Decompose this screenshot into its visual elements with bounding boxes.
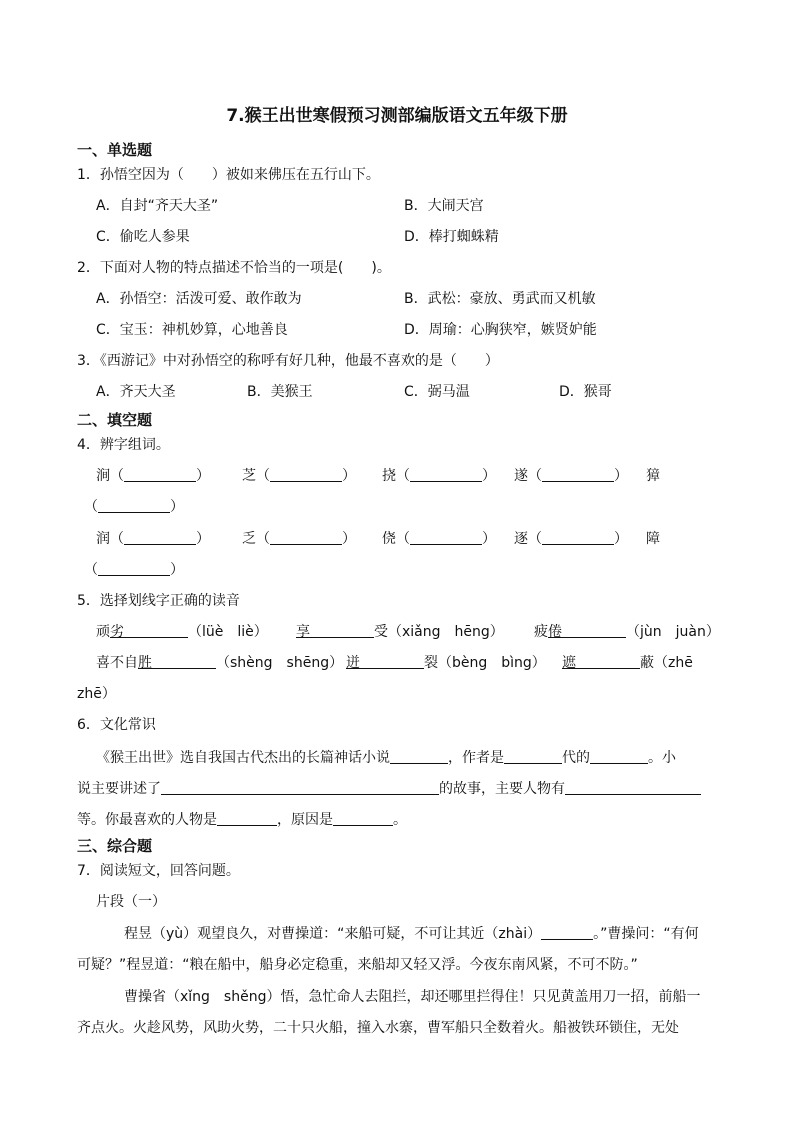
answer-blank[interactable] [124,530,196,545]
question-6-stem: 6．文化常识 [77,717,156,733]
answer-blank[interactable] [333,811,393,826]
q3-option-d: D．猴哥 [559,384,612,400]
underlined-char: 遮 [562,655,576,671]
section-heading-comprehensive: 三、综合题 [77,837,153,855]
answer-blank[interactable] [310,623,374,638]
q4-char: 芝 [242,468,256,484]
answer-blank[interactable] [410,467,482,482]
q5-item: 遮 蔽（zhē [562,655,693,671]
section-heading-fill-blank: 二、填空题 [77,411,153,429]
q4-char: 涧 [96,468,110,484]
passage-line-2: 可疑？”程昱道：“粮在船中，船身必定稳重，来船却又轻又浮。今夜东南风紧，不可不防。” [77,957,638,973]
answer-blank[interactable] [360,654,424,669]
page-title: 7.猴王出世寒假预习测部编版语文五年级下册 [226,106,568,126]
answer-blank[interactable] [390,749,448,764]
answer-blank[interactable] [98,498,170,513]
q4-row1-wrap-blank: （ ） [84,499,184,515]
question-7-stem: 7．阅读短文，回答问题。 [77,863,240,879]
q4-row2-wrap-blank: （ ） [84,562,184,578]
q4-row2-item: 乏（ ） [242,531,356,547]
q5-item: 喜不自胜 （shèng shēng） [96,655,344,671]
underlined-char: 迸 [346,655,360,671]
q4-char-wrap: 障 [646,531,660,547]
answer-blank[interactable] [217,811,277,826]
q5-item: 疲倦 （jùn juàn） [534,624,720,640]
q4-row1-item: 遂（ ） [514,468,628,484]
answer-blank[interactable] [541,925,593,940]
q4-row2-item: 润（ ） [96,531,210,547]
passage-line-3: 曹操省（xǐng shěng）悟，急忙命人去阻拦，却还哪里拦得住！只见黄盖用刀一招，前船一 [124,989,701,1005]
q2-option-b: B．武松：豪放、勇武而又机敏 [404,291,596,307]
answer-blank[interactable] [542,467,614,482]
q2-option-a: A．孙悟空：活泼可爱、敢作敢为 [96,291,302,307]
q1-option-a: A．自封“齐天大圣” [96,198,219,214]
q4-row1-item: 涧（ ） [96,468,210,484]
q4-char: 侥 [382,531,396,547]
q4-row1-item: 芝（ ） [242,468,356,484]
q5-item: 顽劣 （lüè liè） [96,624,268,640]
answer-blank[interactable] [542,530,614,545]
section-heading-single-choice: 一、单选题 [77,141,153,159]
answer-blank[interactable] [562,623,626,638]
q4-char: 逐 [514,531,528,547]
q1-option-d: D．棒打蜘蛛精 [404,229,499,245]
answer-blank[interactable] [152,654,216,669]
answer-blank[interactable] [161,780,439,795]
q3-option-c: C．弼马温 [404,384,470,400]
passage-line-1: 程昱（yù）观望良久，对曹操道：“来船可疑，不可让其近（zhài） 。”曹操问：“有何 [124,926,699,942]
q4-row2-item: 侥（ ） [382,531,496,547]
q4-char: 乏 [242,531,256,547]
q6-line-1: 《猴王出世》选自我国古代杰出的长篇神话小说 ，作者是 代的 。小 [96,750,676,766]
question-5-stem: 5．选择划线字正确的读音 [77,593,240,609]
passage-line-4: 齐点火。火趁风势，风助火势，二十只火船，撞入水寨，曹军船只全数着火。船被铁环锁住，无处 [77,1020,679,1036]
underlined-char: 胜 [138,655,152,671]
q6-line-2: 说主要讲述了 的故事，主要人物有 [77,779,701,799]
answer-blank[interactable] [124,623,188,638]
answer-blank[interactable] [565,780,701,795]
answer-blank[interactable] [410,530,482,545]
answer-blank[interactable] [504,749,562,764]
underlined-char: 享 [296,624,310,640]
q3-option-a: A．齐天大圣 [96,384,176,400]
q4-char: 挠 [382,468,396,484]
q2-option-c: C．宝玉：神机妙算，心地善良 [96,322,288,338]
answer-blank[interactable] [576,654,640,669]
q2-option-d: D．周瑜：心胸狭窄，嫉贤妒能 [404,322,597,338]
q5-item: 享 受（xiǎng hēng） [296,624,504,640]
underlined-char: 倦 [548,624,562,640]
q1-option-b: B．大闹天宫 [404,198,484,214]
answer-blank[interactable] [270,467,342,482]
passage-fragment-label: 片段（一） [96,894,166,910]
q6-line-3: 等。你最喜欢的人物是 ，原因是 。 [77,812,407,828]
q4-char: 润 [96,531,110,547]
q5-item: 迸 裂（bèng bìng） [346,655,546,671]
q4-char-wrap: 獐 [646,468,660,484]
question-1-stem: 1．孙悟空因为（ ）被如来佛压在五行山下。 [77,167,380,183]
q4-row2-item: 逐（ ） [514,531,628,547]
q1-option-c: C．偷吃人参果 [96,229,190,245]
q3-option-b: B．美猴王 [247,384,313,400]
question-4-stem: 4．辨字组词。 [77,437,170,453]
q5-wrap-text: zhē） [77,686,116,702]
answer-blank[interactable] [590,749,648,764]
answer-blank[interactable] [124,467,196,482]
q4-char: 遂 [514,468,528,484]
answer-blank[interactable] [98,561,170,576]
question-2-stem: 2．下面对人物的特点描述不恰当的一项是( )。 [77,260,391,276]
underlined-char: 劣 [110,624,124,640]
q4-row1-item: 挠（ ） [382,468,496,484]
answer-blank[interactable] [270,530,342,545]
question-3-stem: 3．《西游记》中对孙悟空的称呼有好几种，他最不喜欢的是（ ） [77,353,499,369]
